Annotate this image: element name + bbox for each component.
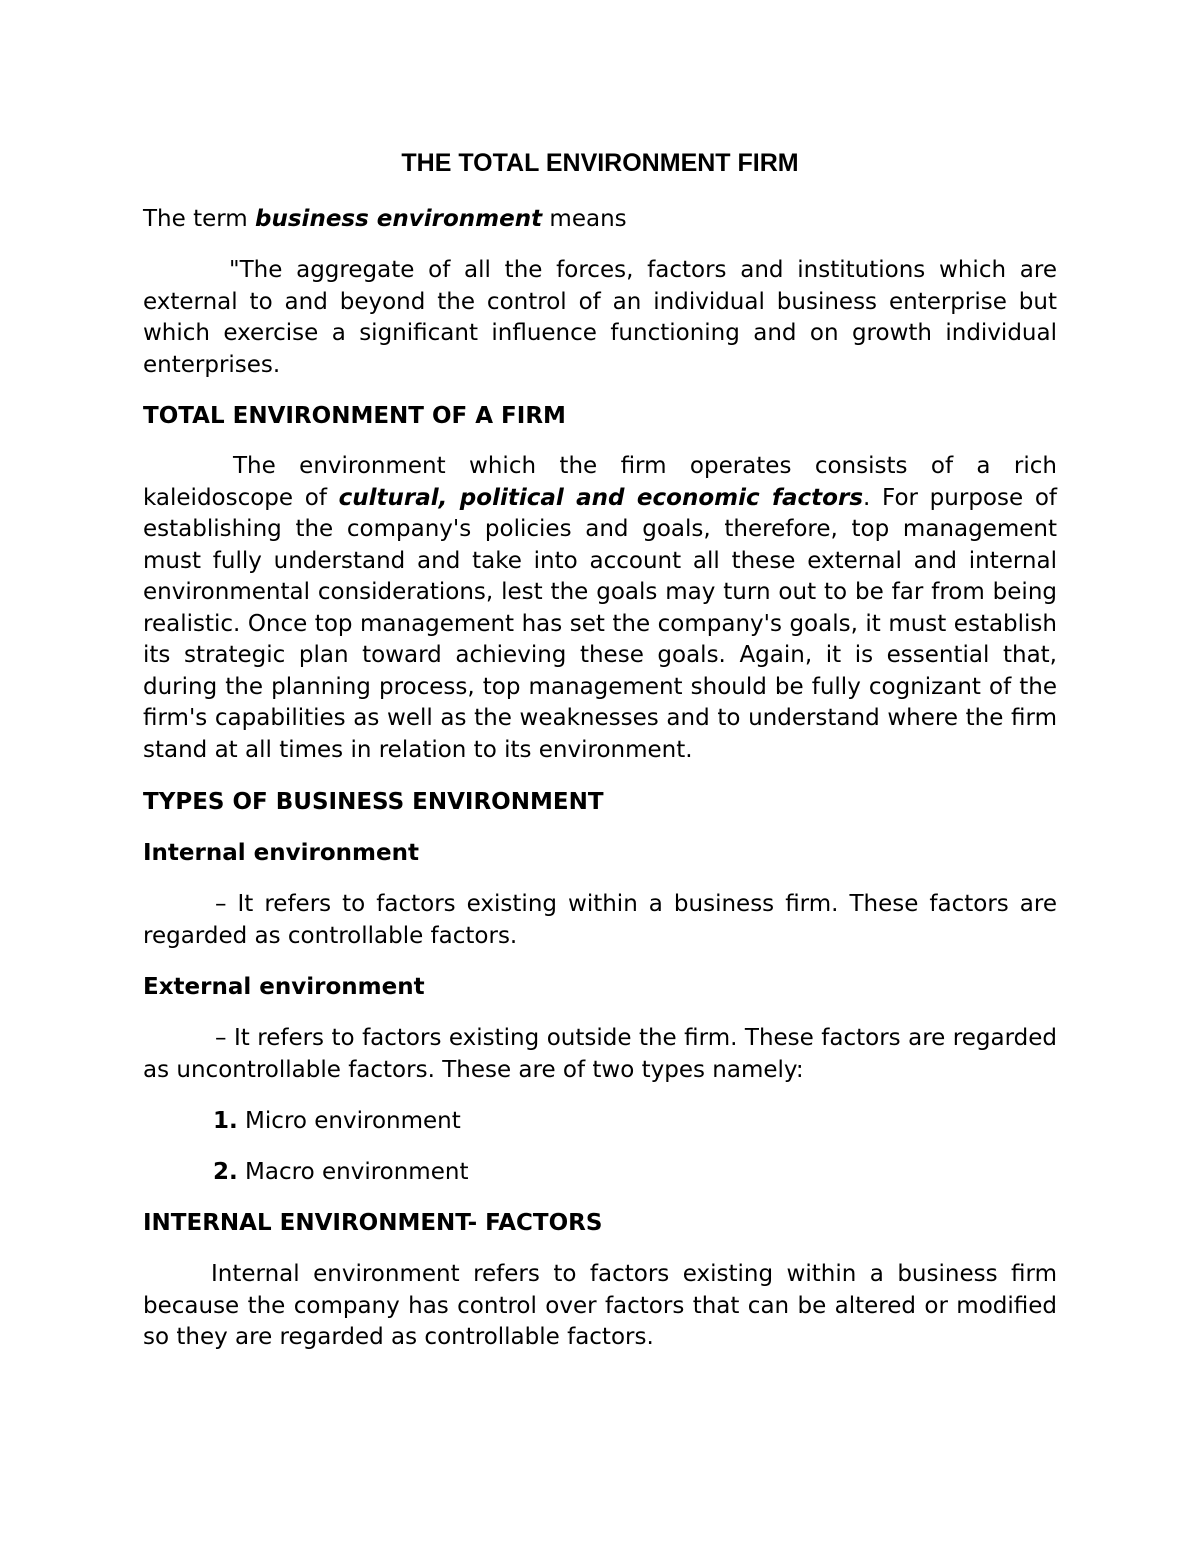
external-paragraph: – It refers to factors existing outside the firm. These factors are regarded as uncontrollable factors. These are of two types namely:: [143, 1025, 1057, 1083]
section2-heading: TYPES OF BUSINESS ENVIRONMENT: [143, 789, 604, 815]
intro-term: business environment: [255, 206, 543, 232]
definition-paragraph: "The aggregate of all the forces, factors and institutions which are external to and beyond the control of an individual business enterprise but which exercise a significant influence functioning and on growth individual enterprises.: [143, 257, 1057, 378]
section1-para-pre: The environment which the firm operates consists of a rich kaleidoscope of: [143, 453, 1057, 511]
list-text: Macro environment: [237, 1159, 469, 1185]
internal-paragraph: – It refers to factors existing within a business firm. These factors are regarded as controllable factors.: [143, 891, 1057, 949]
section1-heading: TOTAL ENVIRONMENT OF A FIRM: [143, 403, 566, 429]
intro-post: means: [542, 206, 627, 232]
external-heading: External environment: [143, 974, 425, 1000]
list-number: 2.: [213, 1159, 238, 1185]
section3-paragraph: Internal environment refers to factors existing within a business firm because the company has control over factors that can be altered or modified so they are regarded as controllable factors.: [143, 1261, 1057, 1350]
intro-pre: The term: [143, 206, 256, 232]
intro-line: [143, 204, 1057, 236]
list-number: 1.: [213, 1108, 238, 1134]
section3-heading: INTERNAL ENVIRONMENT- FACTORS: [143, 1210, 603, 1236]
section1-para-post: . For purpose of establishing the company's policies and goals, therefore, top management must fully understand and take into account all these external and internal environmental considerations, lest the goals may turn out to be far from being realistic. Once top management has set the company's goals, it must establish its strategic plan toward achieving these goals. Again, it is essential that, during the planning process, top management should be fully cognizant of the firm's capabilities as well as the weaknesses and to understand where the firm stand at all times in relation to its environment.: [143, 484, 1057, 763]
list-text: Micro environment: [237, 1108, 461, 1134]
list-item: [213, 1157, 468, 1189]
list-item: [213, 1106, 461, 1138]
section1-para-emph: cultural, political and economic factors: [338, 484, 864, 511]
page-title: THE TOTAL ENVIRONMENT FIRM: [401, 149, 799, 177]
section1-paragraph: [143, 451, 1057, 766]
internal-heading: Internal environment: [143, 840, 419, 866]
